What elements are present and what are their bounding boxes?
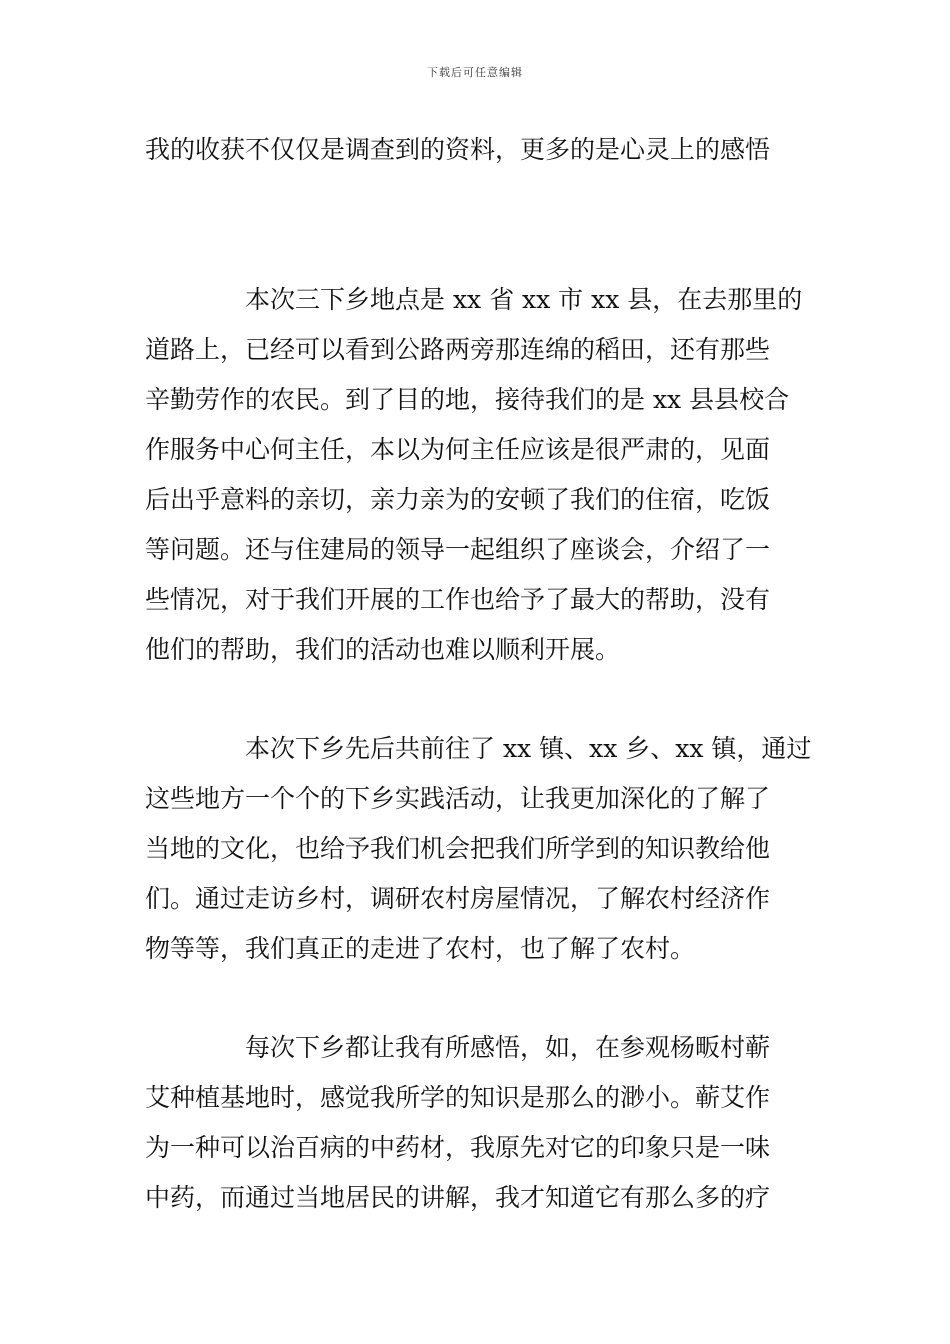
text-line: 辛勤劳作的农民。到了目的地，接待我们的是 xx 县县校合 <box>145 385 790 414</box>
text-line: 本次下乡先后共前往了 xx 镇、xx 乡、xx 镇，通过 <box>245 734 812 763</box>
text-line: 艾种植基地时，感觉我所学的知识是那么的渺小。蕲艾作 <box>145 1083 771 1112</box>
text-line: 物等等，我们真正的走进了农村，也了解了农村。 <box>145 934 696 963</box>
text-line: 道路上，已经可以看到公路两旁那连绵的稻田，还有那些 <box>145 335 771 364</box>
text-line: 中药，而通过当地居民的讲解，我才知道它有那么多的疗 <box>145 1183 771 1212</box>
text-line: 为一种可以治百病的中药材，我原先对它的印象只是一味 <box>145 1133 771 1162</box>
text-line: 后出乎意料的亲切，亲力亲为的安顿了我们的住宿，吃饭 <box>145 485 771 514</box>
page-header: 下载后可任意编辑 <box>427 66 523 79</box>
text-line: 作服务中心何主任，本以为何主任应该是很严肃的，见面 <box>145 435 771 464</box>
text-line: 本次三下乡地点是 xx 省 xx 市 xx 县，在去那里的 <box>245 285 803 314</box>
text-line: 等问题。还与住建局的领导一起组织了座谈会，介绍了一 <box>145 535 771 564</box>
text-line: 当地的文化，也给予我们机会把我们所学到的知识教给他 <box>145 834 771 863</box>
text-line: 每次下乡都让我有所感悟，如，在参观杨畈村蕲 <box>245 1033 771 1062</box>
text-line: 些情况，对于我们开展的工作也给予了最大的帮助，没有 <box>145 585 771 614</box>
text-line: 我的收获不仅仅是调查到的资料，更多的是心灵上的感悟 <box>145 135 771 164</box>
text-line: 他们的帮助，我们的活动也难以顺利开展。 <box>145 635 621 664</box>
text-line: 们。通过走访乡村，调研农村房屋情况，了解农村经济作 <box>145 884 771 913</box>
text-line: 这些地方一个个的下乡实践活动，让我更加深化的了解了 <box>145 784 771 813</box>
